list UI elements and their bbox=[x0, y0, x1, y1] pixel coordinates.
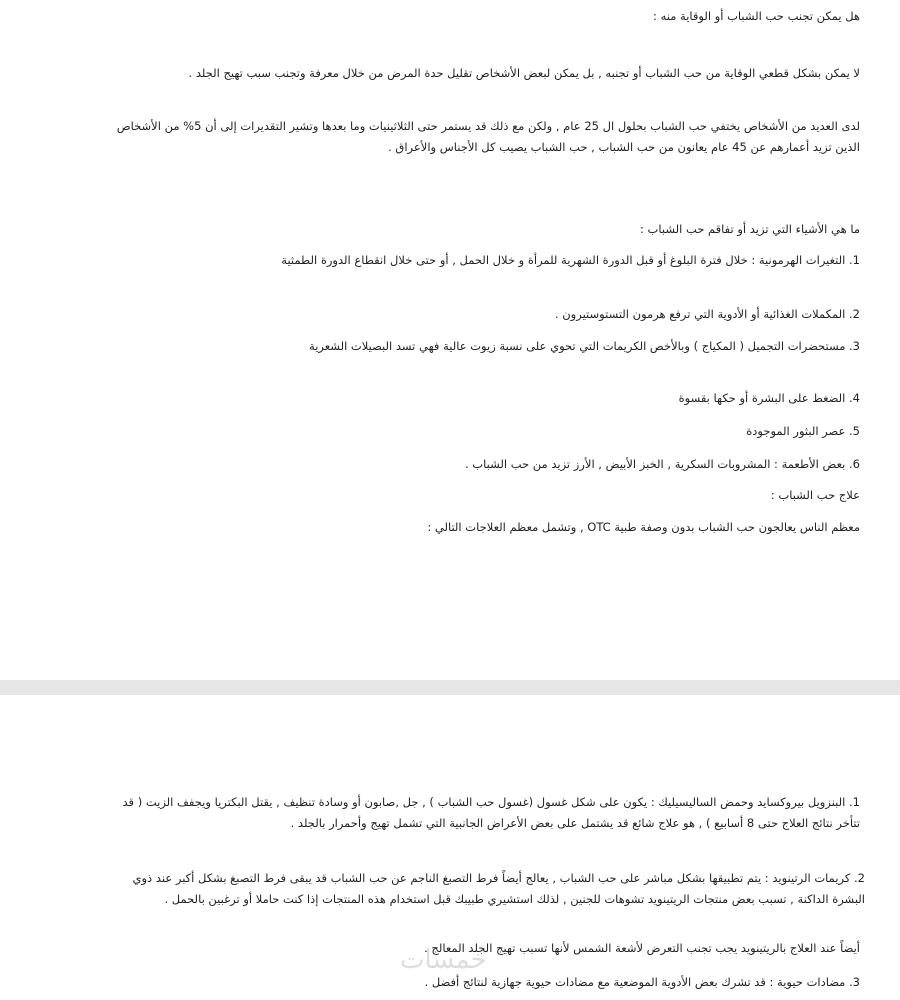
treatment-item-3: 3. مضادات حيوية : قد تشرك بعض الأدوية الموضعية مع مضادات حيوية جهازية لنتائج أفضل . bbox=[424, 975, 860, 989]
trigger-item-4: 4. الضغط على البشرة أو حكها بقسوة bbox=[678, 391, 860, 405]
trigger-item-5: 5. عصر البثور الموجودة bbox=[746, 424, 860, 438]
watermark: خمسات bbox=[400, 945, 487, 975]
paragraph-age: لدى العديد من الأشخاص يختفي حب الشباب بحلول ال 25 عام , ولكن مع ذلك قد يستمر حتى الثلاثينيات وما بعدها وتشير التقديرات إلى أن 5% من الأشخاص الذين تزيد أعمارهم عن 45 عام يعانون من حب الشباب , حب الشباب يصيب كل الأجناس والأعراق . bbox=[116, 119, 860, 154]
heading-prevention: هل يمكن تجنب حب الشباب أو الوقاية منه : bbox=[653, 9, 860, 23]
trigger-item-1: 1. التغيرات الهرمونية : خلال فترة البلوغ أو قبل الدورة الشهرية للمرأة و خلال الحمل , أو حتى خلال انقطاع الدورة الطمثية bbox=[281, 253, 860, 267]
paragraph-treatment: معظم الناس يعالجون حب الشباب بدون وصفة طبية OTC , وتشمل معظم العلاجات التالي : bbox=[427, 520, 860, 534]
treatment-item-2: 2. كريمات الرتينويد : يتم تطبيقها بشكل مباشر على حب الشباب , يعالج أيضاً فرط التصبغ الناجم عن حب الشباب قد يبقى فرط التصبغ بشكل أكبر عند ذوي البشرة الداكنة , تسبب بعض منتجات الريتينويد تشوهات للجنين , لذلك استشيري طبيبك قبل استخدام هذه المنتجات إذا كنت حاملا أو ترغبين بالحمل . bbox=[132, 871, 865, 906]
trigger-item-2: 2. المكملات الغذائية أو الأدوية التي ترفع هرمون التستوستيرون . bbox=[554, 307, 860, 321]
page-separator bbox=[0, 680, 900, 695]
retinoid-note: أيضاً عند العلاج بالريتينويد يجب تجنب التعرض لأشعة الشمس لأنها تسبب تهيج الجلد المعالج . bbox=[424, 941, 860, 955]
trigger-item-3: 3. مستحضرات التجميل ( المكياج ) وبالأخص الكريمات التي تحوي على نسبة زيوت عالية فهي تسد البصيلات الشعرية bbox=[309, 339, 860, 353]
treatment-item-1: 1. البنزويل بيروكسايد وحمض الساليسيليك : يكون على شكل غسول (غسول حب الشباب ) , جل ,صابون أو وسادة تنظيف , يقتل البكتريا ويجفف الزيت ( قد تتأخر نتائج العلاج حتى 8 أسابيع ) , هو علاج شائع قد يشتمل على بعض الأعراض الجانبية التي تشمل تهيج وأحمرار بالجلد . bbox=[122, 795, 860, 830]
trigger-item-6: 6. بعض الأطعمة : المشروبات السكرية , الخبز الأبيض , الأرز تزيد من حب الشباب . bbox=[465, 457, 860, 471]
paragraph-prevention: لا يمكن بشكل قطعي الوقاية من حب الشباب أو تجنبه , بل يمكن لبعض الأشخاص تقليل حدة المرض من خلال معرفة وتجنب سبب تهيج الجلد . bbox=[188, 66, 860, 80]
heading-triggers: ما هي الأشياء التي تزيد أو تفاقم حب الشباب : bbox=[640, 222, 860, 236]
heading-treatment: علاج حب الشباب : bbox=[770, 488, 860, 502]
